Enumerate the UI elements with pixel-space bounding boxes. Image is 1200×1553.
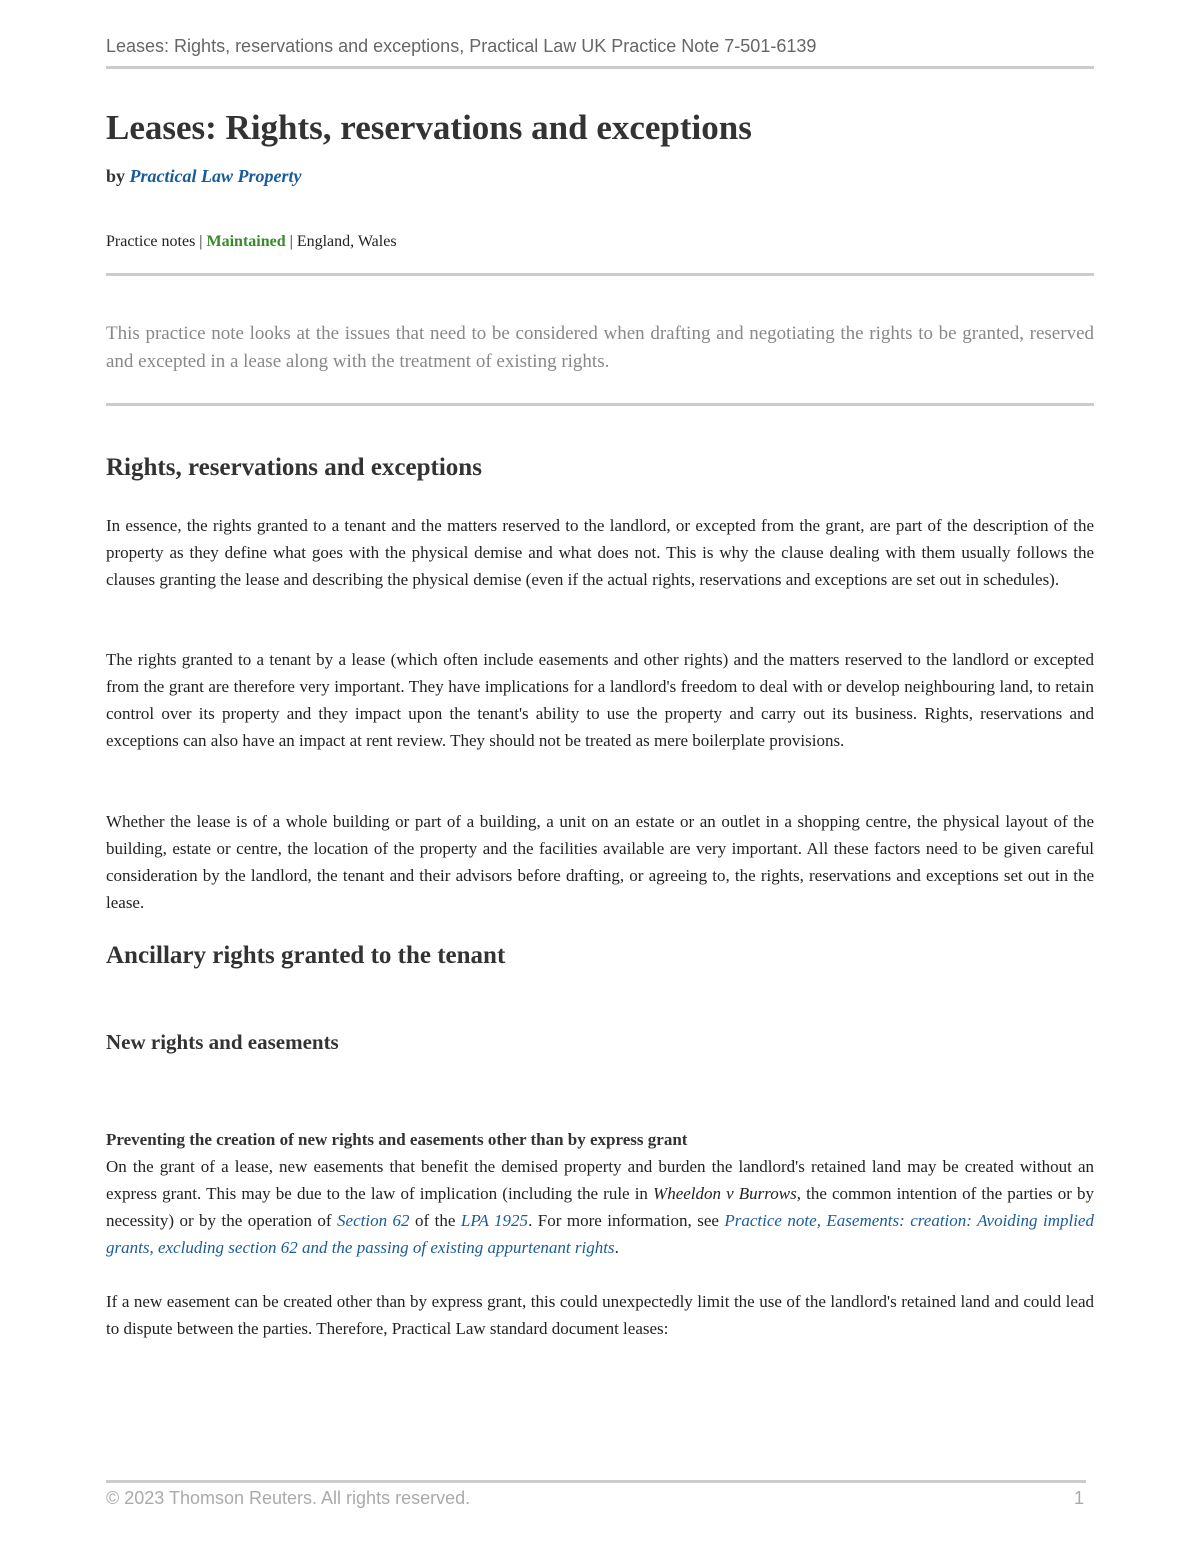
running-header: Leases: Rights, reservations and exceptions, Practical Law UK Practice Note 7-501-6139 bbox=[106, 36, 817, 56]
paragraph: Whether the lease is of a whole building or part of a building, a unit on an estate or an outlet in a shopping centre, the physical layout of the building, estate or centre, the location of the property and the facilities available are very important. All these factors need to be given careful consideration by the landlord, the tenant and their advisors before drafting, or agreeing to, the rights, reservations and exceptions set out in the lease. bbox=[106, 812, 1094, 912]
meta-jurisdiction: England, Wales bbox=[296, 233, 397, 250]
maintained-badge: Maintained bbox=[206, 233, 286, 250]
text-run: . For more information, see bbox=[528, 1211, 725, 1230]
document-summary: This practice note looks at the issues that need to be considered when drafting and negotiating the rights to be granted, reserved and excepted in a lease along with the treatment of existing rights. bbox=[106, 323, 1094, 372]
practice-note-link[interactable]: Practice note, Easements: creation: Avoiding implied grants, excluding section 62 and the passing of existing appurtenant rights bbox=[106, 1211, 1094, 1257]
document-meta bbox=[106, 233, 397, 251]
divider bbox=[106, 273, 1094, 276]
lpa-1925-link[interactable]: LPA 1925 bbox=[460, 1211, 529, 1230]
footer-copyright: © 2023 Thomson Reuters. All rights reserved. bbox=[106, 1488, 471, 1508]
meta-separator: | bbox=[289, 233, 293, 250]
byline bbox=[106, 166, 301, 187]
paragraph: In essence, the rights granted to a tenant and the matters reserved to the landlord, or excepted from the grant, are part of the description of the property as they define what goes with the physical demise and what does not. This is why the clause dealing with them usually follows the clauses granting the lease and describing the physical demise (even if the actual rights, reservations and exceptions are set out in schedules). bbox=[106, 516, 1094, 589]
paragraph: The rights granted to a tenant by a lease (which often include easements and other rights) and the matters reserved to the landlord or excepted from the grant are therefore very important. They have implications for a landlord's freedom to deal with or develop neighbouring land, to retain control over its property and they impact upon the tenant's ability to use the property and carry out its business. Rights, reservations and exceptions can also have an impact at rent review. They should not be treated as mere boilerplate provisions. bbox=[106, 650, 1094, 750]
text-run: , the common intention of the parties or by necessity) or by the operation of bbox=[106, 1184, 1094, 1230]
meta-type: Practice notes bbox=[106, 233, 196, 250]
text-run: On the grant of a lease, new easements that benefit the demised property and burden the landlord's retained land may be created without an express grant. This may be due to the law of implication (including the rule in bbox=[106, 1157, 1094, 1203]
case-name: Wheeldon v Burrows bbox=[653, 1184, 797, 1203]
subheading-preventing: Preventing the creation of new rights and easements other than by express grant bbox=[106, 1130, 688, 1149]
author-link[interactable]: Practical Law Property bbox=[129, 166, 302, 186]
divider bbox=[106, 403, 1094, 406]
page-number: 1 bbox=[1074, 1488, 1085, 1508]
byline-prefix: by bbox=[106, 166, 126, 186]
text-run: . bbox=[614, 1238, 619, 1257]
subheading-new-rights: New rights and easements bbox=[106, 1030, 339, 1054]
paragraph bbox=[106, 1153, 1094, 1261]
section-heading-rights: Rights, reservations and exceptions bbox=[106, 454, 482, 481]
text-run: of the bbox=[409, 1211, 461, 1230]
section-62-link[interactable]: Section 62 bbox=[337, 1211, 410, 1230]
meta-separator: | bbox=[199, 233, 203, 250]
section-heading-ancillary: Ancillary rights granted to the tenant bbox=[106, 942, 506, 969]
paragraph: If a new easement can be created other than by express grant, this could unexpectedly limit the use of the landlord's retained land and could lead to dispute between the parties. Therefore, Practical Law standard document leases: bbox=[106, 1292, 1094, 1338]
footer-divider bbox=[106, 1480, 1086, 1483]
document-title: Leases: Rights, reservations and exceptions bbox=[106, 108, 752, 147]
header-divider bbox=[106, 66, 1094, 69]
